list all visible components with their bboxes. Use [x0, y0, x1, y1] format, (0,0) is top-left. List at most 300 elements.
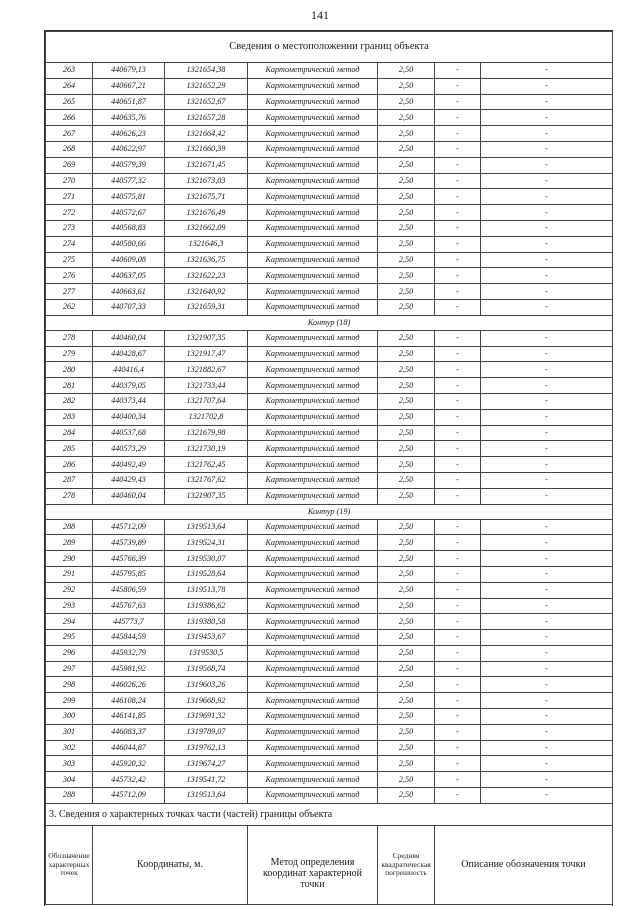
- point-number-cell: 275: [46, 252, 93, 268]
- y-coordinate-cell: 1321707,64: [165, 393, 248, 409]
- description-cell: -: [481, 220, 613, 236]
- point-number-cell: 277: [46, 284, 93, 300]
- accuracy-cell: 2,50: [378, 551, 435, 567]
- y-coordinate-cell: 1321636,75: [165, 252, 248, 268]
- method-cell: Картометрический метод: [248, 488, 378, 504]
- point-number-cell: 267: [46, 126, 93, 142]
- x-coordinate-cell: 440575,81: [93, 189, 165, 205]
- y-coordinate-cell: 1319513,78: [165, 582, 248, 598]
- point-number-cell: 283: [46, 409, 93, 425]
- accuracy-cell: 2,50: [378, 519, 435, 535]
- x-coordinate-cell: 446141,85: [93, 709, 165, 725]
- y-coordinate-cell: 1321640,92: [165, 284, 248, 300]
- point-number-cell: 288: [46, 519, 93, 535]
- table-row: [46, 488, 613, 504]
- description-cell: -: [481, 78, 613, 94]
- table-row: [46, 614, 613, 630]
- header-description: Описание обозначения точки: [435, 825, 613, 904]
- method-cell: Картометрический метод: [248, 582, 378, 598]
- description-cell: -: [481, 126, 613, 142]
- point-number-cell: 285: [46, 441, 93, 457]
- point-number-cell: 271: [46, 189, 93, 205]
- accuracy-cell: 2,50: [378, 378, 435, 394]
- x-coordinate-cell: 446026,26: [93, 677, 165, 693]
- point-number-cell: 278: [46, 488, 93, 504]
- accuracy-cell: 2,50: [378, 110, 435, 126]
- point-number-cell: 293: [46, 598, 93, 614]
- x-coordinate-cell: 445767,63: [93, 598, 165, 614]
- description-cell: -: [481, 157, 613, 173]
- method-cell: Картометрический метод: [248, 425, 378, 441]
- y-coordinate-cell: 1321646,3: [165, 236, 248, 252]
- point-number-cell: 273: [46, 220, 93, 236]
- table-row: [46, 78, 613, 94]
- table-row: [46, 582, 613, 598]
- table-row: [46, 205, 613, 221]
- table-row: [46, 189, 613, 205]
- method-cell: Картометрический метод: [248, 268, 378, 284]
- table-row: [46, 157, 613, 173]
- x-coordinate-cell: 440400,34: [93, 409, 165, 425]
- y-coordinate-cell: 1321702,8: [165, 409, 248, 425]
- empty-cell: -: [435, 535, 481, 551]
- table-row: [46, 535, 613, 551]
- part3-title-row: [46, 803, 613, 825]
- accuracy-cell: 2,50: [378, 189, 435, 205]
- table-row: [46, 299, 613, 315]
- empty-cell: -: [435, 378, 481, 394]
- method-cell: Картометрический метод: [248, 63, 378, 79]
- table-row: [46, 220, 613, 236]
- accuracy-cell: 2,50: [378, 677, 435, 693]
- table-row: [46, 645, 613, 661]
- description-cell: -: [481, 551, 613, 567]
- point-number-cell: 302: [46, 740, 93, 756]
- y-coordinate-cell: 1319524,31: [165, 535, 248, 551]
- empty-cell: -: [435, 441, 481, 457]
- y-coordinate-cell: 1321676,49: [165, 205, 248, 221]
- x-coordinate-cell: 446108,24: [93, 693, 165, 709]
- x-coordinate-cell: 440637,05: [93, 268, 165, 284]
- description-cell: -: [481, 472, 613, 488]
- point-number-cell: 272: [46, 205, 93, 221]
- empty-cell: -: [435, 330, 481, 346]
- method-cell: Картометрический метод: [248, 724, 378, 740]
- point-number-cell: 286: [46, 457, 93, 473]
- point-number-cell: 270: [46, 173, 93, 189]
- description-cell: -: [481, 205, 613, 221]
- accuracy-cell: 2,50: [378, 630, 435, 646]
- description-cell: -: [481, 756, 613, 772]
- x-coordinate-cell: 440651,87: [93, 94, 165, 110]
- y-coordinate-cell: 1321657,28: [165, 110, 248, 126]
- accuracy-cell: 2,50: [378, 268, 435, 284]
- description-cell: -: [481, 362, 613, 378]
- accuracy-cell: 2,50: [378, 472, 435, 488]
- accuracy-cell: 2,50: [378, 693, 435, 709]
- empty-cell: -: [435, 566, 481, 582]
- description-cell: -: [481, 299, 613, 315]
- method-cell: Картометрический метод: [248, 362, 378, 378]
- method-cell: Картометрический метод: [248, 393, 378, 409]
- table-row: [46, 724, 613, 740]
- y-coordinate-cell: 1319674,27: [165, 756, 248, 772]
- method-cell: Картометрический метод: [248, 378, 378, 394]
- y-coordinate-cell: 1319789,07: [165, 724, 248, 740]
- empty-cell: -: [435, 645, 481, 661]
- empty-cell: -: [435, 693, 481, 709]
- description-cell: -: [481, 252, 613, 268]
- empty-cell: -: [435, 661, 481, 677]
- method-cell: Картометрический метод: [248, 519, 378, 535]
- point-number-cell: 295: [46, 630, 93, 646]
- accuracy-cell: 2,50: [378, 362, 435, 378]
- accuracy-cell: 2,50: [378, 63, 435, 79]
- empty-cell: -: [435, 236, 481, 252]
- x-coordinate-cell: 445806,59: [93, 582, 165, 598]
- table-row: [46, 330, 613, 346]
- accuracy-cell: 2,50: [378, 346, 435, 362]
- method-cell: Картометрический метод: [248, 709, 378, 725]
- y-coordinate-cell: 1321622,23: [165, 268, 248, 284]
- y-coordinate-cell: 1321671,45: [165, 157, 248, 173]
- point-number-cell: 291: [46, 566, 93, 582]
- description-cell: -: [481, 519, 613, 535]
- y-coordinate-cell: 1319668,92: [165, 693, 248, 709]
- empty-cell: -: [435, 551, 481, 567]
- description-cell: -: [481, 598, 613, 614]
- accuracy-cell: 2,50: [378, 94, 435, 110]
- description-cell: -: [481, 661, 613, 677]
- document-frame: [44, 30, 613, 906]
- accuracy-cell: 2,50: [378, 488, 435, 504]
- empty-cell: -: [435, 299, 481, 315]
- table-row: [46, 519, 613, 535]
- empty-cell: -: [435, 393, 481, 409]
- empty-cell: -: [435, 630, 481, 646]
- description-cell: -: [481, 645, 613, 661]
- point-number-cell: 304: [46, 772, 93, 788]
- accuracy-cell: 2,50: [378, 724, 435, 740]
- method-cell: Картометрический метод: [248, 284, 378, 300]
- accuracy-cell: 2,50: [378, 299, 435, 315]
- table-row: [46, 551, 613, 567]
- table-row: [46, 457, 613, 473]
- accuracy-cell: 2,50: [378, 425, 435, 441]
- description-cell: -: [481, 724, 613, 740]
- x-coordinate-cell: 440568,83: [93, 220, 165, 236]
- x-coordinate-cell: 440577,32: [93, 173, 165, 189]
- method-cell: Картометрический метод: [248, 330, 378, 346]
- accuracy-cell: 2,50: [378, 582, 435, 598]
- header-method: Метод определения координат характерной точки: [248, 825, 378, 904]
- x-coordinate-cell: 440492,49: [93, 457, 165, 473]
- method-cell: Картометрический метод: [248, 661, 378, 677]
- point-number-cell: 266: [46, 110, 93, 126]
- accuracy-cell: 2,50: [378, 598, 435, 614]
- table-row: [46, 598, 613, 614]
- accuracy-cell: 2,50: [378, 566, 435, 582]
- x-coordinate-cell: 445732,42: [93, 772, 165, 788]
- table-row: [46, 378, 613, 394]
- part3-title: 3. Сведения о характерных точках части (частей) границы объекта: [46, 803, 613, 825]
- table-row: [46, 284, 613, 300]
- method-cell: Картометрический метод: [248, 78, 378, 94]
- point-number-cell: 299: [46, 693, 93, 709]
- x-coordinate-cell: 440572,67: [93, 205, 165, 221]
- description-cell: -: [481, 457, 613, 473]
- point-number-cell: 268: [46, 141, 93, 157]
- method-cell: Картометрический метод: [248, 94, 378, 110]
- point-number-cell: 262: [46, 299, 93, 315]
- x-coordinate-cell: 440679,13: [93, 63, 165, 79]
- y-coordinate-cell: 1321882,67: [165, 362, 248, 378]
- table-row: [46, 441, 613, 457]
- table-row: [46, 677, 613, 693]
- table-row: [46, 709, 613, 725]
- method-cell: Картометрический метод: [248, 772, 378, 788]
- description-cell: -: [481, 236, 613, 252]
- table-row: [46, 63, 613, 79]
- contour-row: [46, 504, 613, 519]
- table-row: [46, 393, 613, 409]
- accuracy-cell: 2,50: [378, 661, 435, 677]
- point-number-cell: 292: [46, 582, 93, 598]
- y-coordinate-cell: 1319513,64: [165, 519, 248, 535]
- description-cell: -: [481, 740, 613, 756]
- x-coordinate-cell: 440580,66: [93, 236, 165, 252]
- point-number-cell: 274: [46, 236, 93, 252]
- accuracy-cell: 2,50: [378, 126, 435, 142]
- boundary-table: [45, 31, 613, 905]
- table-row: [46, 346, 613, 362]
- table-row: [46, 252, 613, 268]
- y-coordinate-cell: 1321664,42: [165, 126, 248, 142]
- y-coordinate-cell: 1321660,39: [165, 141, 248, 157]
- method-cell: Картометрический метод: [248, 788, 378, 804]
- method-cell: Картометрический метод: [248, 472, 378, 488]
- description-cell: -: [481, 409, 613, 425]
- table-row: [46, 693, 613, 709]
- y-coordinate-cell: 1319528,64: [165, 566, 248, 582]
- point-number-cell: 296: [46, 645, 93, 661]
- x-coordinate-cell: 440379,05: [93, 378, 165, 394]
- empty-cell: -: [435, 346, 481, 362]
- method-cell: Картометрический метод: [248, 141, 378, 157]
- accuracy-cell: 2,50: [378, 157, 435, 173]
- y-coordinate-cell: 1321767,62: [165, 472, 248, 488]
- empty-cell: -: [435, 189, 481, 205]
- accuracy-cell: 2,50: [378, 252, 435, 268]
- method-cell: Картометрический метод: [248, 693, 378, 709]
- point-number-cell: 281: [46, 378, 93, 394]
- y-coordinate-cell: 1319530,07: [165, 551, 248, 567]
- accuracy-cell: 2,50: [378, 330, 435, 346]
- point-number-cell: 290: [46, 551, 93, 567]
- point-number-cell: 279: [46, 346, 93, 362]
- accuracy-cell: 2,50: [378, 284, 435, 300]
- empty-cell: -: [435, 252, 481, 268]
- y-coordinate-cell: 1319513,64: [165, 788, 248, 804]
- accuracy-cell: 2,50: [378, 535, 435, 551]
- x-coordinate-cell: 440429,43: [93, 472, 165, 488]
- y-coordinate-cell: 1321907,35: [165, 488, 248, 504]
- y-coordinate-cell: 1321762,45: [165, 457, 248, 473]
- header-point-designation: Обозначение характерных точек: [46, 825, 93, 904]
- x-coordinate-cell: 445739,89: [93, 535, 165, 551]
- y-coordinate-cell: 1321652,67: [165, 94, 248, 110]
- empty-cell: -: [435, 772, 481, 788]
- contour-label: Контур (19): [46, 504, 613, 519]
- point-number-cell: 287: [46, 472, 93, 488]
- method-cell: Картометрический метод: [248, 551, 378, 567]
- empty-cell: -: [435, 788, 481, 804]
- x-coordinate-cell: 440537,68: [93, 425, 165, 441]
- header-coordinates: Координаты, м.: [93, 825, 248, 904]
- method-cell: Картометрический метод: [248, 598, 378, 614]
- method-cell: Картометрический метод: [248, 535, 378, 551]
- x-coordinate-cell: 440667,21: [93, 78, 165, 94]
- method-cell: Картометрический метод: [248, 126, 378, 142]
- empty-cell: -: [435, 141, 481, 157]
- method-cell: Картометрический метод: [248, 173, 378, 189]
- y-coordinate-cell: 1321730,19: [165, 441, 248, 457]
- point-number-cell: 288: [46, 788, 93, 804]
- y-coordinate-cell: 1319541,72: [165, 772, 248, 788]
- method-cell: Картометрический метод: [248, 110, 378, 126]
- x-coordinate-cell: 440579,39: [93, 157, 165, 173]
- x-coordinate-cell: 440428,67: [93, 346, 165, 362]
- description-cell: -: [481, 441, 613, 457]
- description-cell: -: [481, 788, 613, 804]
- x-coordinate-cell: 440460,04: [93, 488, 165, 504]
- table-row: [46, 362, 613, 378]
- accuracy-cell: 2,50: [378, 614, 435, 630]
- method-cell: Картометрический метод: [248, 157, 378, 173]
- table-row: [46, 788, 613, 804]
- empty-cell: -: [435, 205, 481, 221]
- x-coordinate-cell: 445712,09: [93, 519, 165, 535]
- x-coordinate-cell: 440609,08: [93, 252, 165, 268]
- empty-cell: -: [435, 284, 481, 300]
- accuracy-cell: 2,50: [378, 236, 435, 252]
- empty-cell: -: [435, 78, 481, 94]
- x-coordinate-cell: 440416,4: [93, 362, 165, 378]
- point-number-cell: 282: [46, 393, 93, 409]
- page-number: 141: [311, 8, 329, 22]
- x-coordinate-cell: 445766,39: [93, 551, 165, 567]
- accuracy-cell: 2,50: [378, 141, 435, 157]
- y-coordinate-cell: 1321652,29: [165, 78, 248, 94]
- point-number-cell: 289: [46, 535, 93, 551]
- y-coordinate-cell: 1321679,98: [165, 425, 248, 441]
- empty-cell: -: [435, 409, 481, 425]
- x-coordinate-cell: 446044,87: [93, 740, 165, 756]
- method-cell: Картометрический метод: [248, 220, 378, 236]
- y-coordinate-cell: 1321662,09: [165, 220, 248, 236]
- table-row: [46, 409, 613, 425]
- description-cell: -: [481, 488, 613, 504]
- method-cell: Картометрический метод: [248, 566, 378, 582]
- description-cell: -: [481, 630, 613, 646]
- point-number-cell: 303: [46, 756, 93, 772]
- description-cell: -: [481, 535, 613, 551]
- accuracy-cell: 2,50: [378, 788, 435, 804]
- empty-cell: -: [435, 740, 481, 756]
- table-row: [46, 173, 613, 189]
- method-cell: Картометрический метод: [248, 189, 378, 205]
- empty-cell: -: [435, 709, 481, 725]
- x-coordinate-cell: 440707,33: [93, 299, 165, 315]
- empty-cell: -: [435, 582, 481, 598]
- header-row: [46, 825, 613, 904]
- empty-cell: -: [435, 488, 481, 504]
- table-row: [46, 772, 613, 788]
- y-coordinate-cell: 1321917,47: [165, 346, 248, 362]
- accuracy-cell: 2,50: [378, 645, 435, 661]
- description-cell: -: [481, 566, 613, 582]
- method-cell: Картометрический метод: [248, 236, 378, 252]
- description-cell: -: [481, 94, 613, 110]
- accuracy-cell: 2,50: [378, 756, 435, 772]
- y-coordinate-cell: 1321907,35: [165, 330, 248, 346]
- empty-cell: -: [435, 173, 481, 189]
- description-cell: -: [481, 378, 613, 394]
- contour-row: [46, 315, 613, 330]
- y-coordinate-cell: 1321659,31: [165, 299, 248, 315]
- x-coordinate-cell: 440373,44: [93, 393, 165, 409]
- accuracy-cell: 2,50: [378, 173, 435, 189]
- description-cell: -: [481, 141, 613, 157]
- y-coordinate-cell: 1319762,13: [165, 740, 248, 756]
- point-number-cell: 294: [46, 614, 93, 630]
- description-cell: -: [481, 677, 613, 693]
- description-cell: -: [481, 284, 613, 300]
- table-row: [46, 472, 613, 488]
- accuracy-cell: 2,50: [378, 220, 435, 236]
- x-coordinate-cell: 440622,97: [93, 141, 165, 157]
- x-coordinate-cell: 440635,76: [93, 110, 165, 126]
- x-coordinate-cell: 445981,92: [93, 661, 165, 677]
- empty-cell: -: [435, 94, 481, 110]
- x-coordinate-cell: 445920,32: [93, 756, 165, 772]
- empty-cell: -: [435, 362, 481, 378]
- point-number-cell: 269: [46, 157, 93, 173]
- empty-cell: -: [435, 157, 481, 173]
- point-number-cell: 284: [46, 425, 93, 441]
- table-row: [46, 141, 613, 157]
- method-cell: Картометрический метод: [248, 756, 378, 772]
- y-coordinate-cell: 1319380,58: [165, 614, 248, 630]
- empty-cell: -: [435, 519, 481, 535]
- empty-cell: -: [435, 110, 481, 126]
- point-number-cell: 297: [46, 661, 93, 677]
- method-cell: Картометрический метод: [248, 630, 378, 646]
- empty-cell: -: [435, 472, 481, 488]
- point-number-cell: 301: [46, 724, 93, 740]
- accuracy-cell: 2,50: [378, 441, 435, 457]
- accuracy-cell: 2,50: [378, 740, 435, 756]
- empty-cell: -: [435, 457, 481, 473]
- y-coordinate-cell: 1319386,62: [165, 598, 248, 614]
- x-coordinate-cell: 445712,09: [93, 788, 165, 804]
- empty-cell: -: [435, 724, 481, 740]
- table-row: [46, 425, 613, 441]
- x-coordinate-cell: 446083,37: [93, 724, 165, 740]
- y-coordinate-cell: 1319530,5: [165, 645, 248, 661]
- table-row: [46, 566, 613, 582]
- description-cell: -: [481, 425, 613, 441]
